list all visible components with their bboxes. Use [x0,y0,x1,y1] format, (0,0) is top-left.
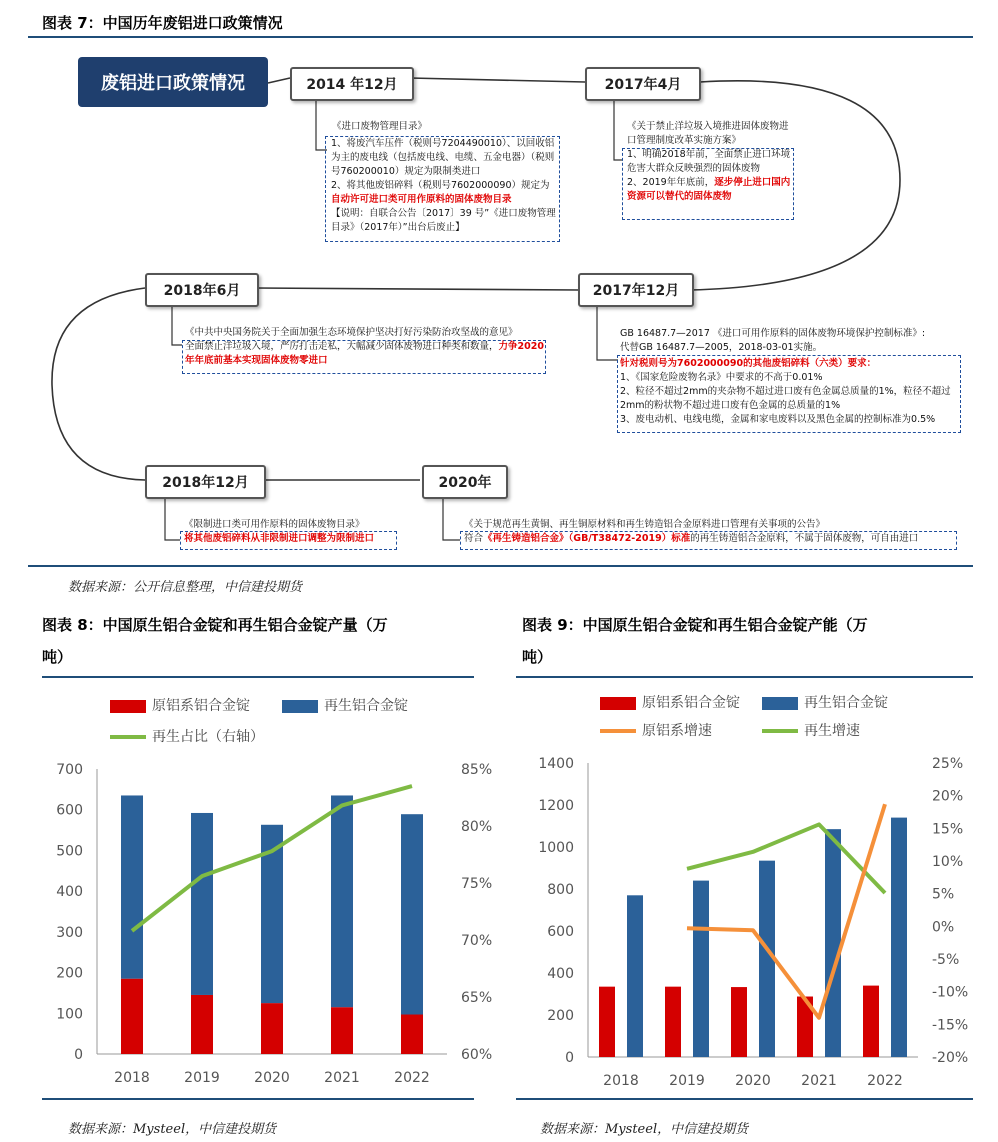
y2-tick-label: -20% [932,1050,969,1066]
timeline-header: 废铝进口政策情况 [78,57,268,107]
fig8-title-line2: 吨） [42,648,73,666]
legend-swatch-recycled [762,697,798,710]
legend-swatch-ratio [110,735,146,739]
fig9-top-rule [516,676,973,678]
line-recycled-growth [687,824,885,893]
fig8-title: 图表 8：中国原生铝合金锭和再生铝合金锭产量（万 [42,616,388,634]
bar-recycled [401,814,423,1014]
legend-label-primary-growth: 原铝系增速 [642,723,712,739]
y-tick-label: 0 [74,1047,83,1063]
note-2017a-line2 [627,176,792,204]
y-tick-label: 400 [56,884,83,901]
legend-label-primary: 原铝系铝合金锭 [642,695,740,711]
fig7-title: 图表 7：中国历年废铝进口政策情况 [42,14,283,32]
x-tick-label: 2020 [735,1073,771,1089]
note-2017a-title: 《关于禁止洋垃圾入境推进固体废物进口管理制度改革实施方案》 [627,121,789,146]
legend-swatch-recycled [282,700,318,713]
note-2018a-body [185,326,545,368]
legend-swatch-primary [600,697,636,710]
note-2017b-line1: 1、《国家危险废物名录》中要求的不高于0.01% [620,372,823,383]
legend-label-recycled: 再生铝合金锭 [804,695,888,711]
date-2014-12: 2014 年12月 [290,67,414,101]
y2-tick-label: 10% [932,854,964,870]
note-2014-line2-highlight: 自动许可进口类可用作原料的固体废物目录 [331,194,512,205]
note-2017a-line2-text: 2、2019年年底前， [627,177,715,188]
bar-primary [331,1007,353,1054]
y2-tick-label: 60% [461,1047,493,1063]
y-tick-label: 0 [565,1050,574,1066]
y-tick-label: 600 [547,924,574,940]
legend-label-recycled: 再生铝合金锭 [324,698,408,714]
note-2018a-line1-highlight: 力争2020年年底前基本实现固体废物零进口 [185,341,544,366]
note-2017b-line0b: 代替GB 16487.7—2005，2018-03-01实施。 [620,342,823,353]
bar-primary [863,986,879,1057]
y-tick-label: 1400 [538,756,574,772]
y2-tick-label: 75% [461,876,493,892]
date-2018-06: 2018年6月 [145,273,259,307]
fig9-legend-recycled-growth [762,720,860,740]
y2-tick-label: 0% [932,919,955,936]
y-tick-label: 200 [56,965,83,982]
note-2020-title: 《关于规范再生黄铜、再生铜原材料和再生铸造铝合金原料进口管理有关事项的公告》 [464,519,826,530]
y2-tick-label: 20% [932,788,964,805]
note-2014-title: 《进口废物管理目录》 [332,121,428,132]
note-2018a-title: 《中共中央国务院关于全面加强生态环境保护坚决打好污染防治攻坚战的意见》 [185,327,518,338]
note-2020-body [464,518,959,546]
note-2020-line1-text-c: 的再生铸造铝合金原料，不属于固体废物，可自由进口 [690,533,919,544]
y2-tick-label: 25% [932,756,964,772]
y-tick-label: 600 [56,802,83,819]
legend-label-recycled-growth: 再生增速 [804,723,860,739]
note-2017b-line0: GB 16487.7—2017 《进口可用作原料的固体废物环境保护控制标准》: [620,328,926,339]
y-tick-label: 200 [547,1008,574,1024]
x-tick-label: 2019 [669,1073,705,1089]
x-tick-label: 2018 [114,1070,150,1086]
fig8-top-rule [42,676,474,678]
y2-tick-label: 65% [461,990,493,1006]
y2-tick-label: 15% [932,821,964,838]
fig8-legend-recycled [282,695,408,715]
note-2014-line3: 【说明：自联合公告〔2017〕39 号”《进口废物管理目录》（2017年）”出台后废止】 [331,208,556,233]
bar-recycled [191,813,213,995]
fig8-bottom-rule [42,1098,474,1100]
fig7-bottom-rule [28,565,973,567]
bar-recycled [331,795,353,1007]
bar-primary [665,987,681,1057]
fig9-chart [516,745,998,1095]
y-tick-label: 1000 [538,840,574,856]
x-tick-label: 2021 [324,1070,360,1086]
fig9-source: 数据来源：Mysteel，中信建投期货 [540,1122,749,1137]
y-tick-label: 100 [56,1006,83,1023]
legend-swatch-primary [110,700,146,713]
fig9-title-line2: 吨） [522,648,553,666]
bar-primary [121,979,143,1054]
y-tick-label: 700 [56,762,83,778]
y2-tick-label: -5% [932,952,960,968]
y-tick-label: 800 [547,882,574,898]
fig8-legend-primary [110,695,250,715]
note-2014-line1: 1、将废汽车压件（税则号7204490010）、以回收铝为主的废电线（包括废电线、电缆、五金电器）（税则号760200010）规定为限制类进口 [331,138,555,177]
date-2018-12: 2018年12月 [145,465,266,499]
note-2014-line2-text: 2、将其他废铝碎料（税则号7602000090）规定为 [331,180,550,191]
bar-recycled [121,795,143,978]
date-2017-04: 2017年4月 [585,67,701,101]
x-tick-label: 2022 [867,1073,903,1089]
fig9-legend-primary [600,692,740,712]
y2-tick-label: 5% [932,886,955,903]
note-2020-line1 [464,532,959,546]
note-2017a-line2-highlight: 逐步停止进口国内资源可以替代的固体废物 [627,177,791,202]
fig9-legend-primary-growth [600,720,712,740]
x-tick-label: 2021 [801,1073,837,1089]
legend-swatch-recycled-growth [762,729,798,733]
x-tick-label: 2018 [603,1073,639,1089]
y-tick-label: 1200 [538,798,574,814]
note-2017b-intro [620,327,955,355]
bar-primary [731,987,747,1057]
y2-tick-label: -15% [932,1017,969,1034]
x-tick-label: 2019 [184,1070,220,1086]
note-2014-body [331,137,556,235]
note-2020-line1-text-a: 符合 [464,533,484,544]
note-2017b-body [620,357,956,427]
note-2020-line1-highlight: 《再生铸造铝合金》（GB/T38472-2019）标准 [483,533,691,544]
legend-label-ratio: 再生占比（右轴） [152,729,264,745]
bar-primary [191,995,213,1054]
fig9-bottom-rule [516,1098,973,1100]
note-2017b-line2: 2、粒径不超过2mm的夹杂物不超过进口废有色金属总质量的1%，粒径不超过2mm的粉状物不超过进口废有色金属的总质量的1% [620,386,951,411]
fig9-legend-recycled [762,692,888,712]
fig8-chart [42,750,502,1095]
note-2018b-title: 《限制进口类可用作原料的固体废物目录》 [184,519,365,530]
legend-label-primary: 原铝系铝合金锭 [152,698,250,714]
legend-swatch-primary-growth [600,729,636,733]
y2-tick-label: 85% [461,762,493,778]
y2-tick-label: -10% [932,984,969,1001]
fig9-title: 图表 9：中国原生铝合金锭和再生铝合金锭产能（万 [522,616,868,634]
note-2018b-line1: 将其他废铝碎料从非限制进口调整为限制进口 [184,533,375,544]
fig8-source: 数据来源：Mysteel，中信建投期货 [68,1122,277,1137]
note-2018a-line1-text: 全面禁止洋垃圾入境，严厉打击走私，大幅减少固体废物进口种类和数量， [185,341,499,352]
fig8-legend-ratio [110,726,264,746]
bar-recycled [627,895,643,1057]
fig7-source: 数据来源：公开信息整理，中信建投期货 [68,580,303,595]
y2-tick-label: 70% [461,933,493,949]
x-tick-label: 2022 [394,1070,430,1086]
bar-primary [401,1015,423,1054]
y-tick-label: 300 [56,924,83,941]
note-2017b-title: 针对税则号为7602000090的其他废铝碎料（六类）要求： [620,358,877,369]
note-2014-line2 [331,179,556,207]
note-2017a-body [627,120,792,204]
bar-recycled [693,881,709,1057]
note-2018b-body [184,518,399,546]
y-tick-label: 400 [547,966,574,982]
note-2018a-line1 [185,340,545,368]
y-tick-label: 500 [56,843,83,860]
bar-recycled [825,829,841,1057]
x-tick-label: 2020 [254,1070,290,1086]
bar-recycled [891,818,907,1057]
y2-tick-label: 80% [461,819,493,835]
bar-primary [599,987,615,1057]
bar-primary [261,1003,283,1054]
note-2017b-line3: 3、废电动机、电线电缆，金属和家电废料以及黑色金属的控制标准为0.5% [620,414,936,425]
note-2017a-line1: 1、明确2018年前，全面禁止进口环境危害大群众反映强烈的固体废物 [627,149,791,174]
date-2017-12: 2017年12月 [578,273,694,307]
date-2020: 2020年 [422,465,508,499]
